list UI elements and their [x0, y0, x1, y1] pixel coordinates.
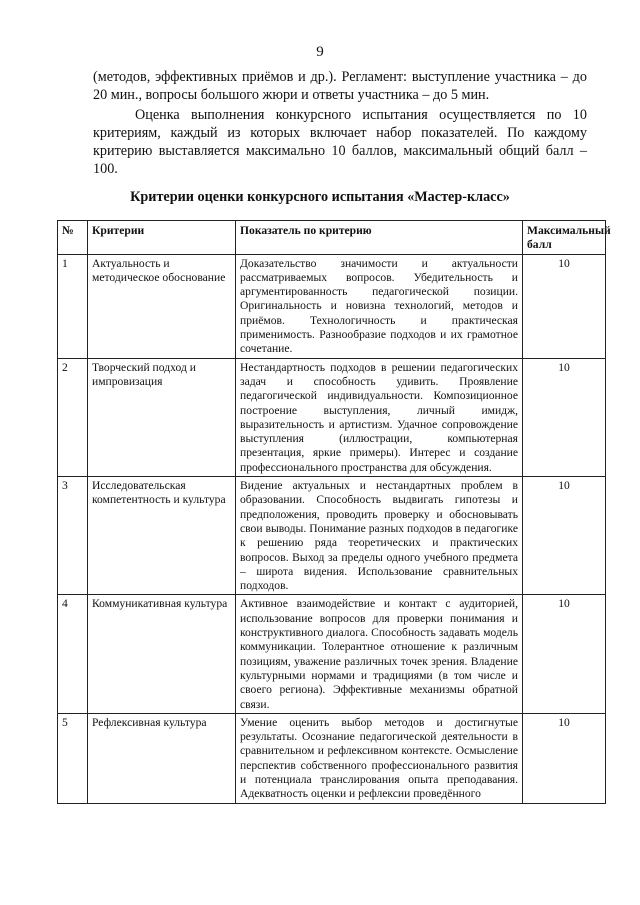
- row-indicators: Доказательство значимости и актуальности рассматриваемых вопросов. Убедительность и аргументированность педагогической позиции. Оригинальность и новизна технологий, методов и приёмов. Технологичность и практическая применимость. Разнообразие подходов и их грамотное сочетание.: [236, 254, 523, 358]
- row-indicators: Активное взаимодействие и контакт с аудиторией, использование вопросов для проверки понимания и конструктивного диалога. Способность задавать модель коммуникации. Толерантное отношение к различным позициям, уважение различных точек зрения. Владение культурными нормами и традициями (в том числе и своего региона). Эффективные механизмы обратной связи.: [236, 595, 523, 713]
- row-number: 5: [58, 713, 88, 803]
- table-row: [58, 358, 606, 476]
- row-number: 3: [58, 477, 88, 595]
- row-criterion: Исследовательская компетентность и культура: [88, 477, 236, 595]
- row-criterion: Рефлексивная культура: [88, 713, 236, 803]
- row-max-score: 10: [523, 477, 606, 595]
- page-number: 9: [316, 44, 324, 60]
- row-max-score: 10: [523, 358, 606, 476]
- header-max-score: Максимальный балл: [523, 221, 606, 255]
- row-indicators: Видение актуальных и нестандартных проблем в образовании. Способность выдвигать гипотезы и предположения, проводить проверку и обосновывать свои выводы. Понимание разных подходов в педагогике к решению ряда теоретических и практических вопросов. Выход за пределы одного учебного предмета – широта видения. Использование сравнительных подходов.: [236, 477, 523, 595]
- header-indicator: Показатель по критерию: [236, 221, 523, 255]
- row-indicators: Нестандартность подходов в решении педагогических задач и способность удивить. Проявление педагогической индивидуальности. Композиционное построение выступления, личный имидж, выразительность и артистизм. Удачное сопровождение выступления (иллюстрации, компьютерная презентация, яркие примеры). Интерес и создание профессионального пространства для обсуждения.: [236, 358, 523, 476]
- row-criterion: Коммуникативная культура: [88, 595, 236, 713]
- table-title: Критерии оценки конкурсного испытания «Мастер-класс»: [130, 189, 510, 205]
- row-number: 1: [58, 254, 88, 358]
- table-header-row: [58, 221, 606, 255]
- row-criterion: Творческий подход и импровизация: [88, 358, 236, 476]
- row-indicators: Умение оценить выбор методов и достигнутые результаты. Осознание педагогической деятельности в сравнительном и рефлексивном контексте. Осмысление перспектив собственного профессионального развития и потенциала транслирования опыта преподавания. Адекватность оценки и рефлексии проведённого: [236, 713, 523, 803]
- paragraph-evaluation: Оценка выполнения конкурсного испытания осуществляется по 10 критериям, каждый из которых включает набор показателей. По каждому критерию выставляется максимально 10 баллов, максимальный общий балл – 100.: [93, 107, 587, 177]
- row-number: 4: [58, 595, 88, 713]
- row-max-score: 10: [523, 713, 606, 803]
- table-row: [58, 477, 606, 595]
- row-max-score: 10: [523, 254, 606, 358]
- header-criterion: Критерии: [88, 221, 236, 255]
- table-row: [58, 713, 606, 803]
- criteria-table: [57, 220, 611, 804]
- row-max-score: 10: [523, 595, 606, 713]
- table-row: [58, 254, 606, 358]
- table-row: [58, 595, 606, 713]
- header-number: №: [58, 221, 88, 255]
- paragraph-regulation: (методов, эффективных приёмов и др.). Регламент: выступление участника – до 20 мин., вопросы большого жюри и ответы участника – до 5 мин.: [93, 69, 587, 103]
- row-number: 2: [58, 358, 88, 476]
- row-criterion: Актуальность и методическое обоснование: [88, 254, 236, 358]
